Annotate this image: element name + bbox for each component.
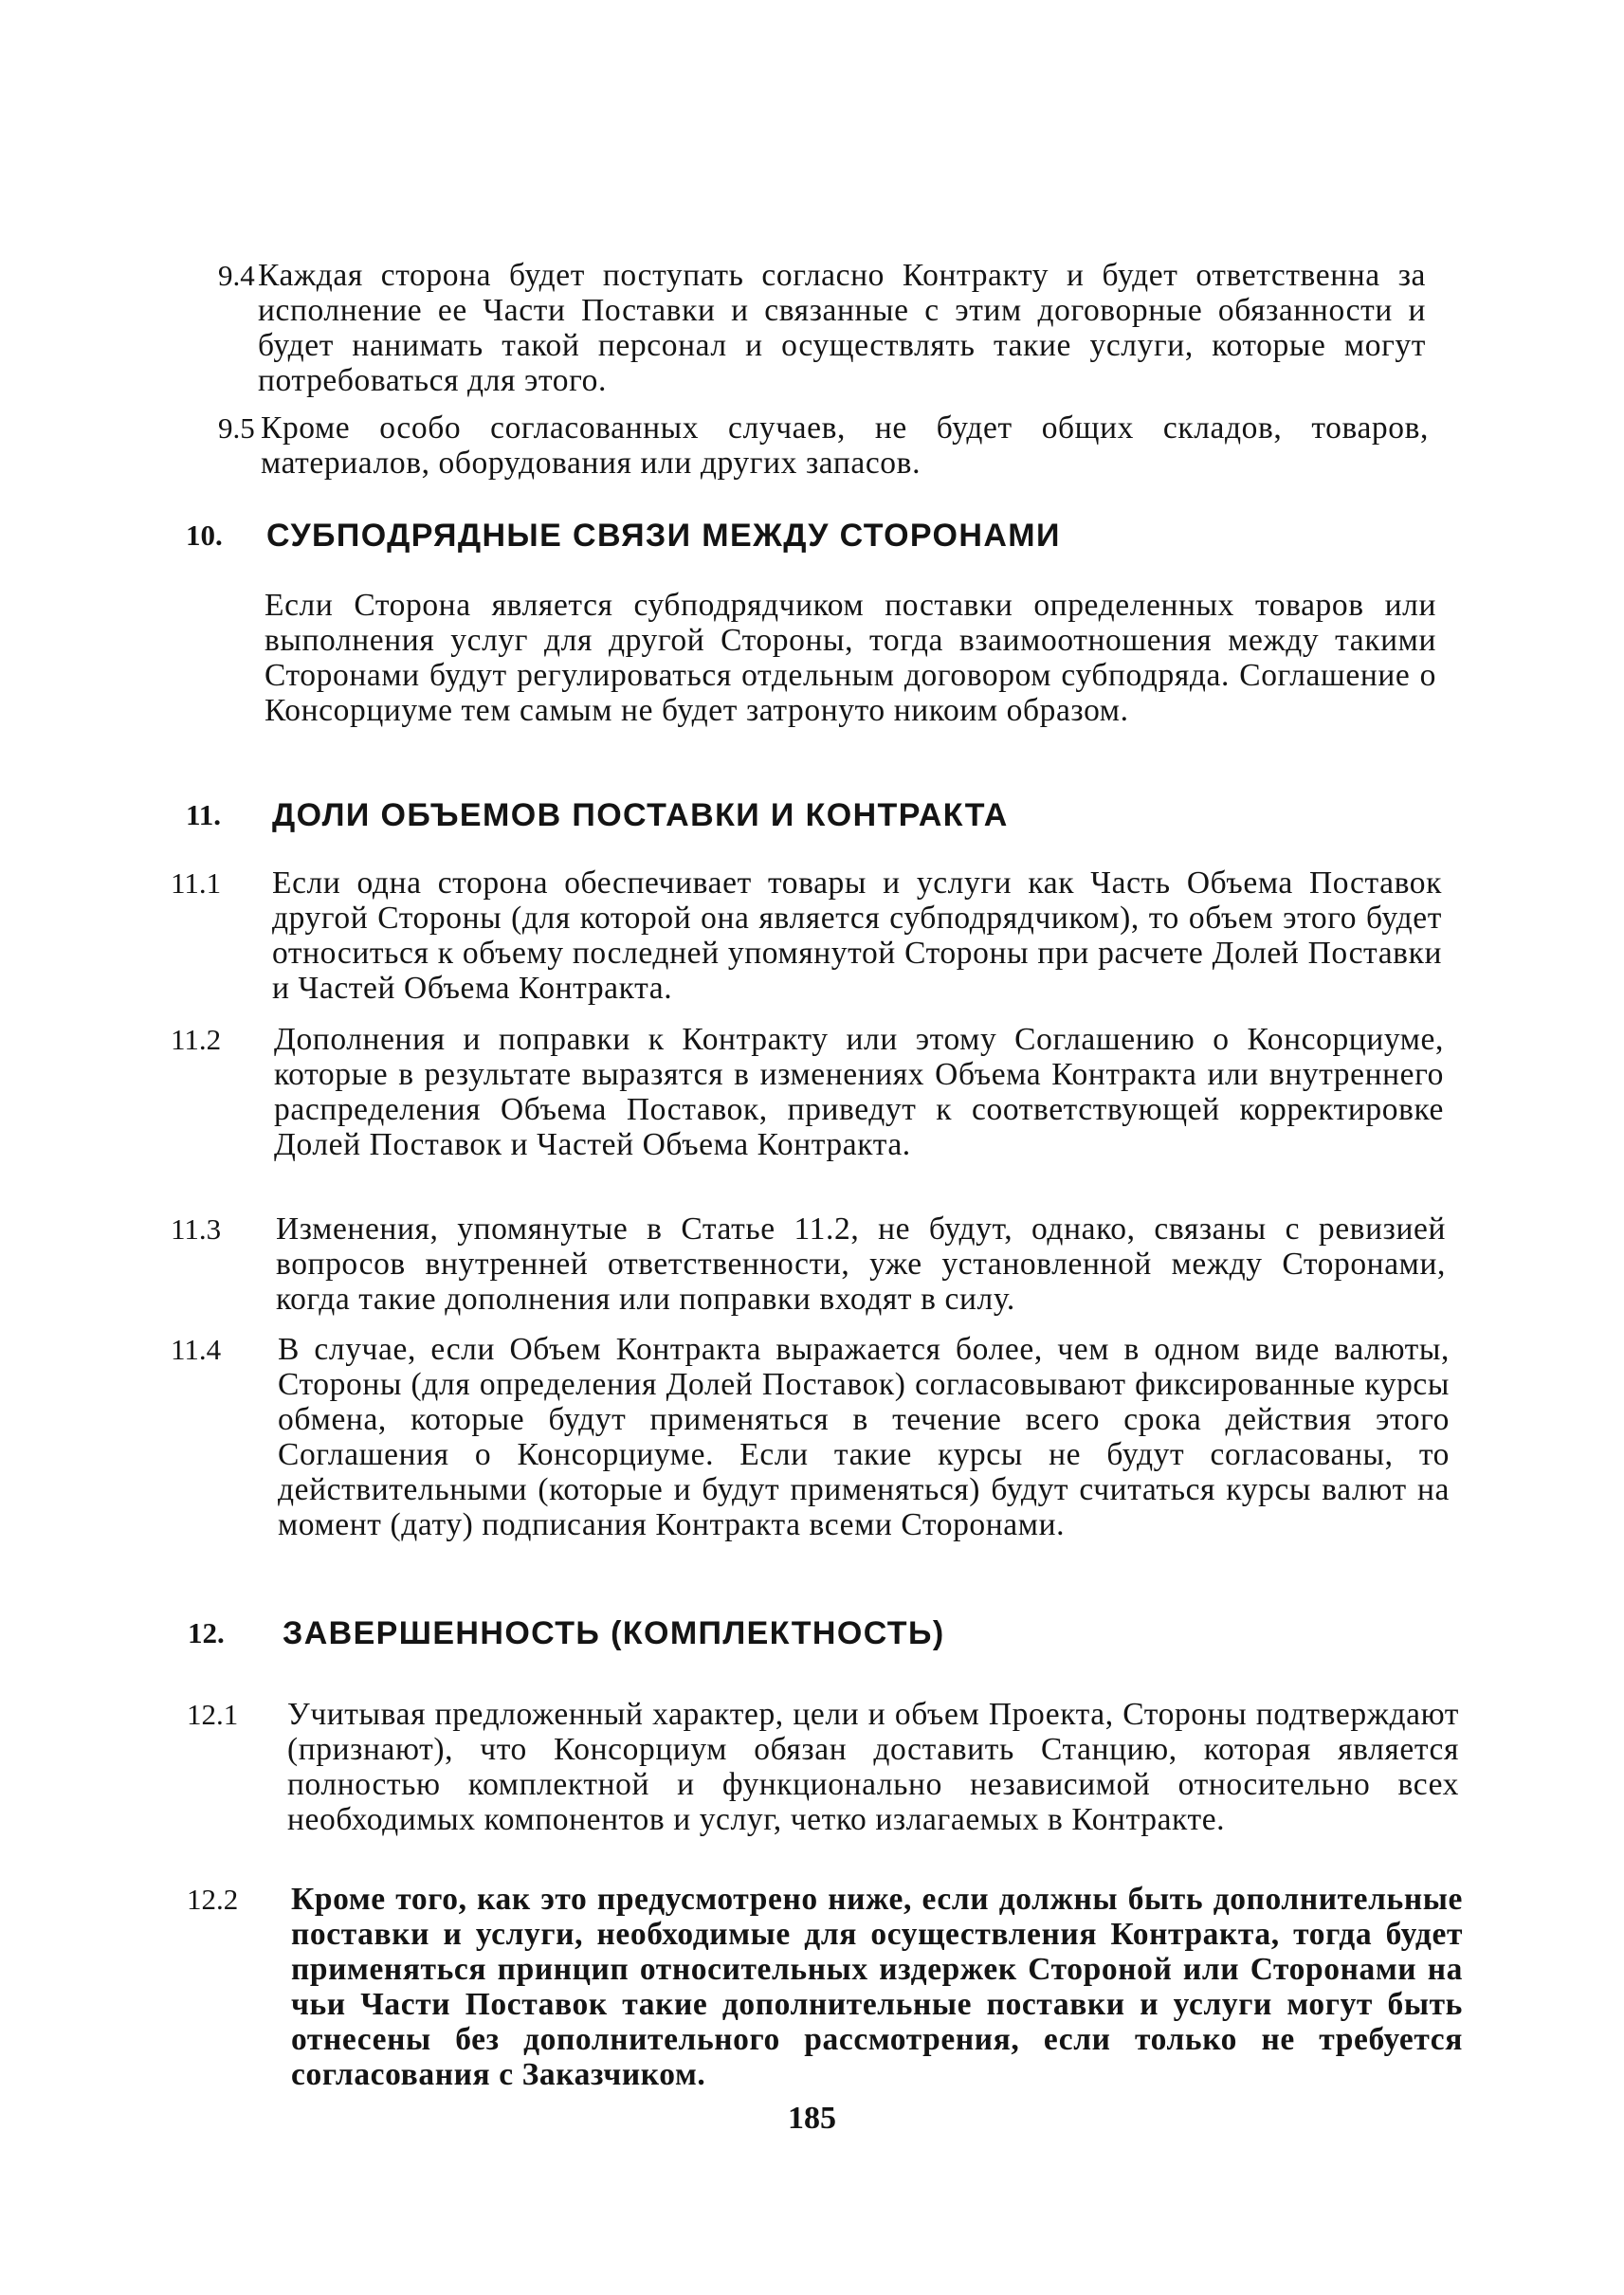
clause-number: 12.1 [187,1698,239,1731]
clause-text: Каждая сторона будет поступать согласно Контракту и будет ответственна за исполнение ее Части Поставки и связанные с этим договорные обязанности и будет нанимать такой персонал и осуществлять такие услуги, которые могут потребоваться для этого. [258,258,1426,398]
clause-number: 9.5 [218,411,255,445]
clause-number: 11.2 [171,1023,222,1056]
page-number: 185 [788,2101,836,2136]
clause-text: Кроме особо согласованных случаев, не будет общих складов, товаров, материалов, оборудования или других запасов. [261,410,1429,481]
section-number: 12. [188,1616,225,1649]
section-number: 11. [186,798,222,831]
clause-text: Учитывая предложенный характер, цели и объем Проекта, Стороны подтверждают (признают), что Консорциум обязан доставить Станцию, которая является полностью комплектной и функционально независимой относительно всех необходимых компонентов и услуг, четко излагаемых в Контракте. [287,1697,1459,1837]
clause-number: 11.4 [171,1333,222,1366]
section-heading: ЗАВЕРШЕННОСТЬ (КОМПЛЕКТНОСТЬ) [283,1615,945,1651]
section-heading: СУБПОДРЯДНЫЕ СВЯЗИ МЕЖДУ СТОРОНАМИ [266,518,1061,554]
section-number: 10. [186,519,223,552]
section-heading: ДОЛИ ОБЪЕМОВ ПОСТАВКИ И КОНТРАКТА [272,797,1009,833]
clause-text: В случае, если Объем Контракта выражается более, чем в одном виде валюты, Стороны (для определения Долей Поставок) согласовывают фиксированные курсы обмена, которые будут применяться в течение всего срока действия этого Соглашения о Консорциуме. Если такие курсы не будут согласованы, то действительными (которые и будут применяться) будут считаться курсы валют на момент (дату) подписания Контракта всеми Сторонами. [278,1332,1450,1542]
clause-text: Если одна сторона обеспечивает товары и услуги как Часть Объема Поставок другой Стороны (для которой она является субподрядчиком), то объем этого будет относиться к объему последней упомянутой Стороны при расчете Долей Поставки и Частей Объема Контракта. [272,865,1442,1006]
clause-number: 11.3 [171,1212,222,1246]
clause-number: 12.2 [187,1883,239,1916]
clause-text: Изменения, упомянутые в Статье 11.2, не будут, однако, связаны с ревизией вопросов внутренней ответственности, уже установленной между Сторонами, когда такие дополнения или поправки входят в силу. [276,1211,1446,1317]
clause-number: 9.4 [218,259,255,292]
clause-number: 11.1 [171,866,222,900]
clause-text: Дополнения и поправки к Контракту или этому Соглашению о Консорциуме, которые в результате выразятся в изменениях Объема Контракта или внутреннего распределения Объема Поставок, приведут к соответствующей корректировке Долей Поставок и Частей Объема Контракта. [274,1022,1444,1162]
clause-text: Кроме того, как это предусмотрено ниже, если должны быть дополнительные поставки и услуги, необходимые для осуществления Контракта, тогда будет применяться принцип относительных издержек Стороной или Сторонами на чьи Части Поставок такие дополнительные поставки и услуги могут быть отнесены без дополнительного рассмотрения, если только не требуется согласования с Заказчиком. [291,1882,1463,2092]
clause-text: Если Сторона является субподрядчиком поставки определенных товаров или выполнения услуг для другой Стороны, тогда взаимоотношения между такими Сторонами будут регулироваться отдельным договором субподряда. Соглашение о Консорциуме тем самым не будет затронуто никоим образом. [265,588,1436,728]
